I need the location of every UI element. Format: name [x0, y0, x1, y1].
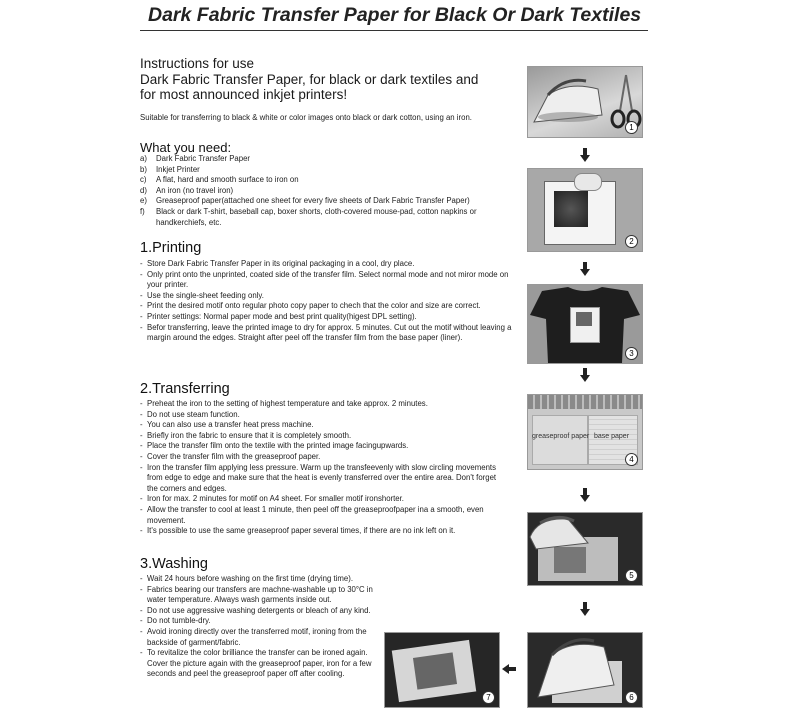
- step-photo-5: [527, 512, 643, 586]
- need-item: a) Dark Fabric Transfer Paper: [140, 154, 251, 163]
- step-number: 2: [625, 235, 638, 248]
- list-item: - Avoid ironing directly over the transferred motif, ironing from the backside of garment/fabric.: [140, 627, 388, 648]
- page-title: Dark Fabric Transfer Paper for Black Or Dark Textiles: [148, 4, 642, 26]
- intro-line-1: Instructions for use: [140, 56, 255, 71]
- washing-heading: 3.Washing: [140, 556, 208, 572]
- list-item: - Place the transfer film onto the textile with the printed image facingupwards.: [140, 441, 508, 452]
- list-item: - Fabrics bearing our transfers are machne-washable up to 30°C in water temperature. Always wash garments inside out.: [140, 585, 388, 606]
- list-item: - Do not tumble-dry.: [140, 616, 388, 627]
- list-item: - Iron the transfer film applying less pressure. Warm up the transfeevenly with slow circling movements from edge to edge and make sure that the heat is evenly transferred over the entire area. Don't forget the corners and edges.: [140, 463, 508, 495]
- list-item: - Printer settings: Normal paper mode and best print quality(higest DPL setting).: [140, 312, 512, 323]
- arrow-down-icon: [580, 488, 590, 502]
- step-photo-2: [527, 168, 643, 252]
- list-item: - You can also use a transfer heat press machine.: [140, 420, 508, 431]
- printing-list: [140, 259, 512, 344]
- hand-image: [574, 173, 602, 191]
- keyboard-image: [528, 395, 642, 409]
- step-photo-3: [527, 284, 643, 364]
- step-number: 1: [625, 121, 638, 134]
- list-item: - Allow the transfer to cool at least 1 minute, then peel off the greaseproofpaper ina a smooth, even movement.: [140, 505, 508, 526]
- list-item: - Cover the transfer film with the greaseproof paper.: [140, 452, 508, 463]
- motif-image: [413, 652, 457, 689]
- list-item: - Iron for max. 2 minutes for motif on A4 sheet. For smaller motif ironshorter.: [140, 494, 508, 505]
- step-photo-4: [527, 394, 643, 470]
- arrow-down-icon: [580, 262, 590, 276]
- list-item: - Wait 24 hours before washing on the first time (drying time).: [140, 574, 388, 585]
- need-item: c) A flat, hard and smooth surface to iron on: [140, 175, 299, 185]
- transferring-list: [140, 399, 508, 537]
- arrow-left-icon: [502, 664, 516, 674]
- printing-heading: 1.Printing: [140, 240, 202, 256]
- need-heading: What you need:: [140, 140, 232, 155]
- list-item: - To revitalize the color brilliance the transfer can be ironed again. Cover the picture again with the greaseproof paper, iron for a few seconds and peel the greaseproof paper off after cooling.: [140, 648, 388, 680]
- step-photo-7: [384, 632, 500, 708]
- list-item: - Store Dark Fabric Transfer Paper in its original packaging in a cool, dry place.: [140, 259, 512, 270]
- intro-block: [140, 56, 508, 103]
- need-item: b) Inkjet Printer: [140, 164, 200, 174]
- need-item: f) Black or dark T-shirt, baseball cap, boxer shorts, cloth-covered mouse-pad, cotton napkins or handkerchiefs, etc.: [140, 206, 477, 227]
- step-number: 4: [625, 453, 638, 466]
- step-photo-6: [527, 632, 643, 708]
- step-number: 5: [625, 569, 638, 582]
- motif-image: [554, 191, 588, 227]
- list-item: - Befor transferring, leave the printed image to dry for approx. 5 minutes. Cut out the motif without leaving a margin around the edges. Straight after peel off the transfer film from the base paper (liner).: [140, 323, 512, 344]
- base-paper-label: base paper: [594, 433, 630, 440]
- list-item: - Use the single-sheet feeding only.: [140, 291, 512, 302]
- arrow-down-icon: [580, 602, 590, 616]
- arrow-down-icon: [580, 368, 590, 382]
- intro-line-3: for most announced inkjet printers!: [140, 87, 348, 102]
- greaseproof-paper-label: greaseproof paper: [532, 433, 590, 440]
- need-list: [140, 154, 512, 228]
- transferring-heading: 2.Transferring: [140, 381, 230, 397]
- arrow-down-icon: [580, 148, 590, 162]
- list-item: - Do not use aggressive washing detergents or bleach of any kind.: [140, 606, 388, 617]
- intro-line-2: Dark Fabric Transfer Paper, for black or dark textiles and: [140, 71, 479, 87]
- list-item: - Do not use steam function.: [140, 410, 508, 421]
- need-item: e) Greaseproof paper(attached one sheet for every five sheets of Dark Fabric Transfer Paper): [140, 196, 470, 206]
- list-item: - Print the desired motif onto regular photo copy paper to chech that the color and size are correct.: [140, 301, 512, 312]
- step-number: 7: [482, 691, 495, 704]
- washing-list: [140, 574, 388, 680]
- list-item: - Briefly iron the fabric to ensure that it is completely smooth.: [140, 431, 508, 442]
- step-photo-1: [527, 66, 643, 138]
- title-underline: [140, 30, 648, 31]
- step-number: 6: [625, 691, 638, 704]
- list-item: - Only print onto the unprinted, coated side of the transfer film. Select normal mode and not miror mode on your printer.: [140, 270, 512, 291]
- list-item: - Preheat the iron to the setting of highest temperature and take approx. 2 minutes.: [140, 399, 508, 410]
- step-number: 3: [625, 347, 638, 360]
- need-item: d) An iron (no travel iron): [140, 185, 234, 195]
- list-item: - It's possible to use the same greaseproof paper several times, if there are no ink left on it.: [140, 526, 508, 537]
- suitable-text: Suitable for transferring to black & white or color images onto black or dark cotton, using an iron.: [140, 113, 472, 122]
